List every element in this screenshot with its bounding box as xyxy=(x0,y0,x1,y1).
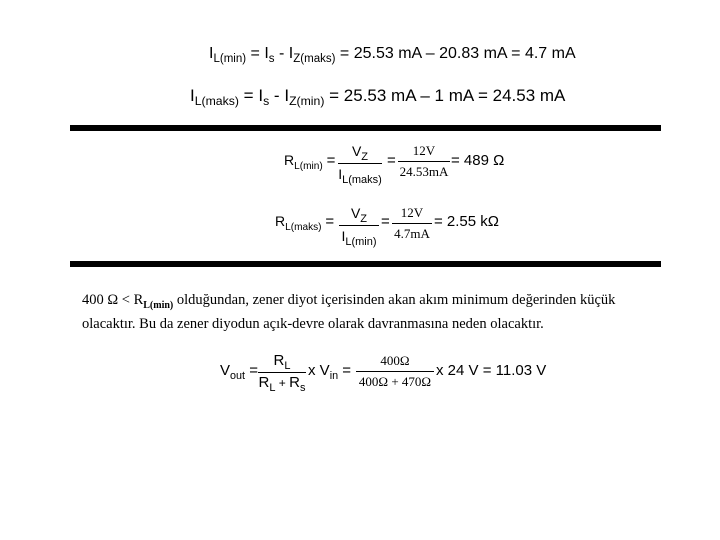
subscript: L(min) xyxy=(294,160,323,172)
plus-sign: + xyxy=(275,376,290,390)
minus-sign: - xyxy=(279,45,285,62)
subscript: L xyxy=(284,359,291,372)
denominator: 4.7mA xyxy=(394,226,430,241)
fraction-vz-over-il xyxy=(338,142,382,185)
equals-sign: = xyxy=(381,213,390,230)
fraction-line xyxy=(338,163,382,164)
subscript: s xyxy=(268,53,275,66)
subscript: Z(maks) xyxy=(293,53,336,66)
fraction-vz-over-il xyxy=(339,204,379,247)
fraction-line xyxy=(339,225,379,226)
divider-bar xyxy=(70,125,661,131)
symbol-v: V xyxy=(220,362,231,379)
denominator xyxy=(338,165,382,185)
subscript: L(min) xyxy=(143,299,174,311)
symbol-r: R xyxy=(289,374,300,391)
subscript: L(maks) xyxy=(342,173,382,186)
subscript: s xyxy=(263,94,270,109)
symbol-r: R xyxy=(273,352,285,369)
symbol-i: I xyxy=(190,86,195,105)
symbol-r: R xyxy=(284,152,295,168)
numerator xyxy=(258,352,306,371)
fraction-line xyxy=(258,372,306,373)
equation-il-maks xyxy=(190,86,566,109)
fraction-line xyxy=(392,223,432,224)
result: = 489 Ω xyxy=(451,152,505,169)
equals-sign: = xyxy=(342,362,352,379)
symbol-i: I xyxy=(264,45,269,62)
subscript: L xyxy=(269,381,276,394)
subscript: L(maks) xyxy=(194,94,239,109)
denominator xyxy=(339,227,379,247)
times-sign: x xyxy=(308,362,316,379)
equals-sign: = xyxy=(250,45,260,62)
symbol-i: I xyxy=(338,166,343,182)
subscript: L(min) xyxy=(213,53,247,66)
equals-sign: = xyxy=(325,213,335,230)
fraction-line xyxy=(356,371,434,372)
comparison-prefix: 400 Ω < xyxy=(82,292,134,308)
fraction-numeric xyxy=(392,204,432,243)
numerator: 12V xyxy=(400,205,424,220)
minus-sign: - xyxy=(273,86,280,105)
equals-sign: = xyxy=(243,86,254,105)
vout-label xyxy=(220,362,258,382)
equals-sign: = xyxy=(249,362,258,379)
paragraph-text: olduğundan, zener diyot içerisinden akan akım minimum değerinden küçük olacaktır. Bu da zener diyodun açık-devre olarak davranmasına neden olacaktır. xyxy=(82,292,616,332)
symbol-i: I xyxy=(288,45,294,62)
equals-sign: = xyxy=(387,152,396,169)
symbol-r: R xyxy=(275,213,286,229)
subscript: Z(min) xyxy=(289,94,325,109)
numerator xyxy=(339,204,379,224)
equals-sign: = xyxy=(326,152,336,169)
symbol-v: V xyxy=(350,205,361,221)
denominator xyxy=(258,374,306,393)
subscript: s xyxy=(300,381,306,394)
subscript: Z xyxy=(360,212,368,225)
symbol-r: R xyxy=(133,292,144,308)
numerator: 12V xyxy=(412,143,436,158)
divider-bar xyxy=(70,261,661,267)
explanation-paragraph xyxy=(82,289,672,336)
result: = 2.55 kΩ xyxy=(434,213,500,230)
fraction-numeric xyxy=(356,352,434,391)
denominator: 24.53mA xyxy=(399,164,449,179)
rl-maks-label xyxy=(275,213,335,233)
symbol-v: V xyxy=(319,362,330,379)
symbol-i: I xyxy=(209,45,214,62)
subscript: L(maks) xyxy=(285,221,322,233)
symbol-i: I xyxy=(341,228,346,244)
subscript: Z xyxy=(361,150,369,163)
denominator: 400Ω + 470Ω xyxy=(358,374,432,389)
fraction-line xyxy=(398,161,450,162)
equation-il-min xyxy=(209,45,576,66)
symbol-i: I xyxy=(284,86,290,105)
subscript: in xyxy=(329,369,339,382)
symbol-i: I xyxy=(258,86,264,105)
equation-rhs: = 25.53 mA – 1 mA = 24.53 mA xyxy=(329,86,566,105)
numerator: 400Ω xyxy=(380,353,410,368)
result: x 24 V = 11.03 V xyxy=(436,362,547,379)
subscript: L(min) xyxy=(345,235,377,248)
equation-rhs: = 25.53 mA – 20.83 mA = 4.7 mA xyxy=(339,45,576,62)
symbol-v: V xyxy=(351,143,362,159)
times-vin xyxy=(308,362,352,382)
symbol-r: R xyxy=(258,374,270,391)
rl-min-label xyxy=(284,152,336,172)
fraction-numeric xyxy=(398,142,450,181)
numerator xyxy=(338,142,382,162)
subscript: out xyxy=(230,369,246,382)
fraction-rl-over-sum xyxy=(258,352,306,393)
